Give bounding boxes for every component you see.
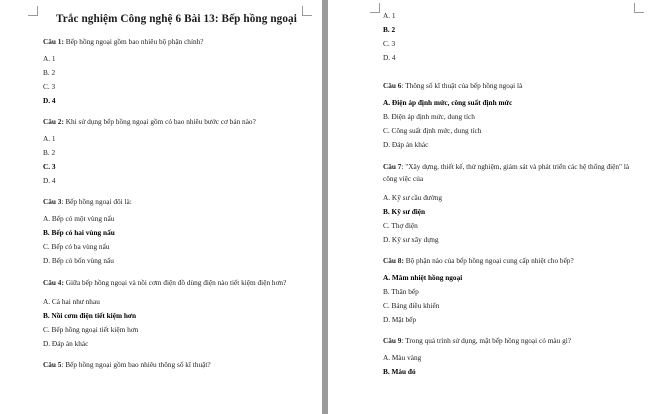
question-number: Câu 5 — [43, 360, 62, 369]
question-text: : "Xây dựng, thiết kế, thử nghiệm, giám sát và phát triển các hệ thống điện" là công việc của — [383, 162, 630, 183]
question-text: Bếp hồng ngoại gồm bao nhiêu bộ phận chính? — [63, 37, 204, 46]
answer-option: A. 1 — [383, 11, 396, 20]
answer-option-correct: C. 3 — [43, 162, 56, 171]
answer-option: D. 4 — [383, 53, 396, 62]
answer-option: A. 1 — [43, 134, 56, 143]
question-text: : Thông số kĩ thuật của bếp hồng ngoại là — [401, 81, 523, 90]
question-number: Câu 8: — [383, 256, 404, 265]
question — [383, 336, 640, 345]
spacer — [383, 67, 640, 74]
question-number: Câu 2: — [43, 117, 64, 126]
answer-option-correct: B. Bếp có hai vùng nấu — [43, 228, 115, 237]
question — [43, 277, 310, 289]
answer-option: D. Bếp có bốn vùng nấu — [43, 256, 114, 265]
spacer — [383, 74, 640, 81]
spacer — [383, 154, 640, 161]
spacer — [383, 381, 640, 388]
spacer — [383, 249, 640, 256]
answer-option: A. Màu vàng — [383, 353, 422, 362]
answer-option: A. 1 — [43, 54, 56, 63]
question-number: Câu 7 — [383, 162, 402, 171]
question — [43, 360, 310, 369]
answer-option: B. 2 — [43, 68, 56, 77]
spacer — [43, 190, 310, 197]
question-number: Câu 1: — [43, 37, 64, 46]
answer-option: C. Bảng điều khiển — [383, 301, 440, 310]
spacer — [43, 270, 310, 277]
question-text: : Trong quá trình sử dụng, mặt bếp hồng ngoại có màu gì? — [401, 336, 571, 345]
right-question-list — [383, 11, 640, 388]
answer-option: D. 4 — [43, 176, 56, 185]
answer-option: C. Thợ điện — [383, 221, 418, 230]
answer-option: B. Điện áp định mức, dung tích — [383, 112, 475, 121]
question-number: Câu 6 — [383, 81, 402, 90]
question-text: Khi sử dụng bếp hồng ngoại gồm có bao nhiêu bước cơ bản nào? — [63, 117, 256, 126]
question-number: Câu 3 — [43, 197, 62, 206]
answer-option: C. Bếp có ba vùng nấu — [43, 242, 110, 251]
answer-option-correct: B. Nồi cơm điện tiết kiệm hơn — [43, 311, 137, 320]
answer-option: D. Đáp án khác — [383, 140, 429, 149]
answer-option: D. Kỹ sư xây dựng — [383, 235, 439, 244]
answer-option-correct: B. Kỹ sư điện — [383, 207, 426, 216]
answer-option: C. Công suất định mức, dung tích — [383, 126, 482, 135]
answer-option: A. Kỹ sư cầu đường — [383, 193, 442, 202]
answer-option-correct: B. Màu đỏ — [383, 367, 416, 376]
question-text: Giữa bếp hồng ngoại và nồi cơm điện đồ dùng điện nào tiết kiệm điện hơn? — [63, 278, 287, 287]
question — [43, 197, 310, 206]
question-text: Bộ phận nào của bếp hồng ngoại cung cấp nhiệt cho bếp? — [403, 256, 574, 265]
answer-option: C. 3 — [43, 82, 56, 91]
answer-option: B. 2 — [43, 148, 56, 157]
question — [383, 161, 640, 185]
answer-option: A. Bếp có một vùng nấu — [43, 214, 115, 223]
question — [383, 256, 640, 265]
question-text: : Bếp hồng ngoại đôi là: — [61, 197, 132, 206]
answer-option-correct: A. Điện áp định mức, công suất định mức — [383, 98, 513, 107]
spacer — [43, 110, 310, 117]
answer-option: A. Cả hai như nhau — [43, 297, 100, 306]
crop-mark — [370, 3, 380, 13]
crop-mark — [28, 6, 38, 16]
answer-option-correct: D. 4 — [43, 96, 56, 105]
answer-option: D. Mặt bếp — [383, 315, 417, 324]
question-number: Câu 4: — [43, 278, 64, 287]
answer-option-correct: B. 2 — [383, 25, 396, 34]
document-title: Trắc nghiệm Công nghệ 6 Bài 13: Bếp hồng ngoại — [56, 13, 297, 25]
question — [383, 81, 640, 90]
answer-option: B. Thân bếp — [383, 287, 419, 296]
document-page-left — [0, 0, 322, 414]
spacer — [43, 353, 310, 360]
question — [43, 117, 310, 126]
answer-option-correct: A. Mâm nhiệt hồng ngoại — [383, 273, 463, 282]
crop-mark — [634, 3, 644, 13]
document-page-right — [328, 0, 650, 414]
answer-option: C. Bếp hồng ngoại tiết kiệm hơn — [43, 325, 139, 334]
answer-option: C. 3 — [383, 39, 396, 48]
question-text: : Bếp hồng ngoại gồm bao nhiêu thông số kĩ thuật? — [61, 360, 211, 369]
crop-mark — [302, 6, 312, 16]
answer-option: D. Đáp án khác — [43, 339, 89, 348]
question — [43, 37, 310, 46]
left-question-list — [43, 37, 310, 369]
spacer — [383, 329, 640, 336]
question-number: Câu 9 — [383, 336, 402, 345]
